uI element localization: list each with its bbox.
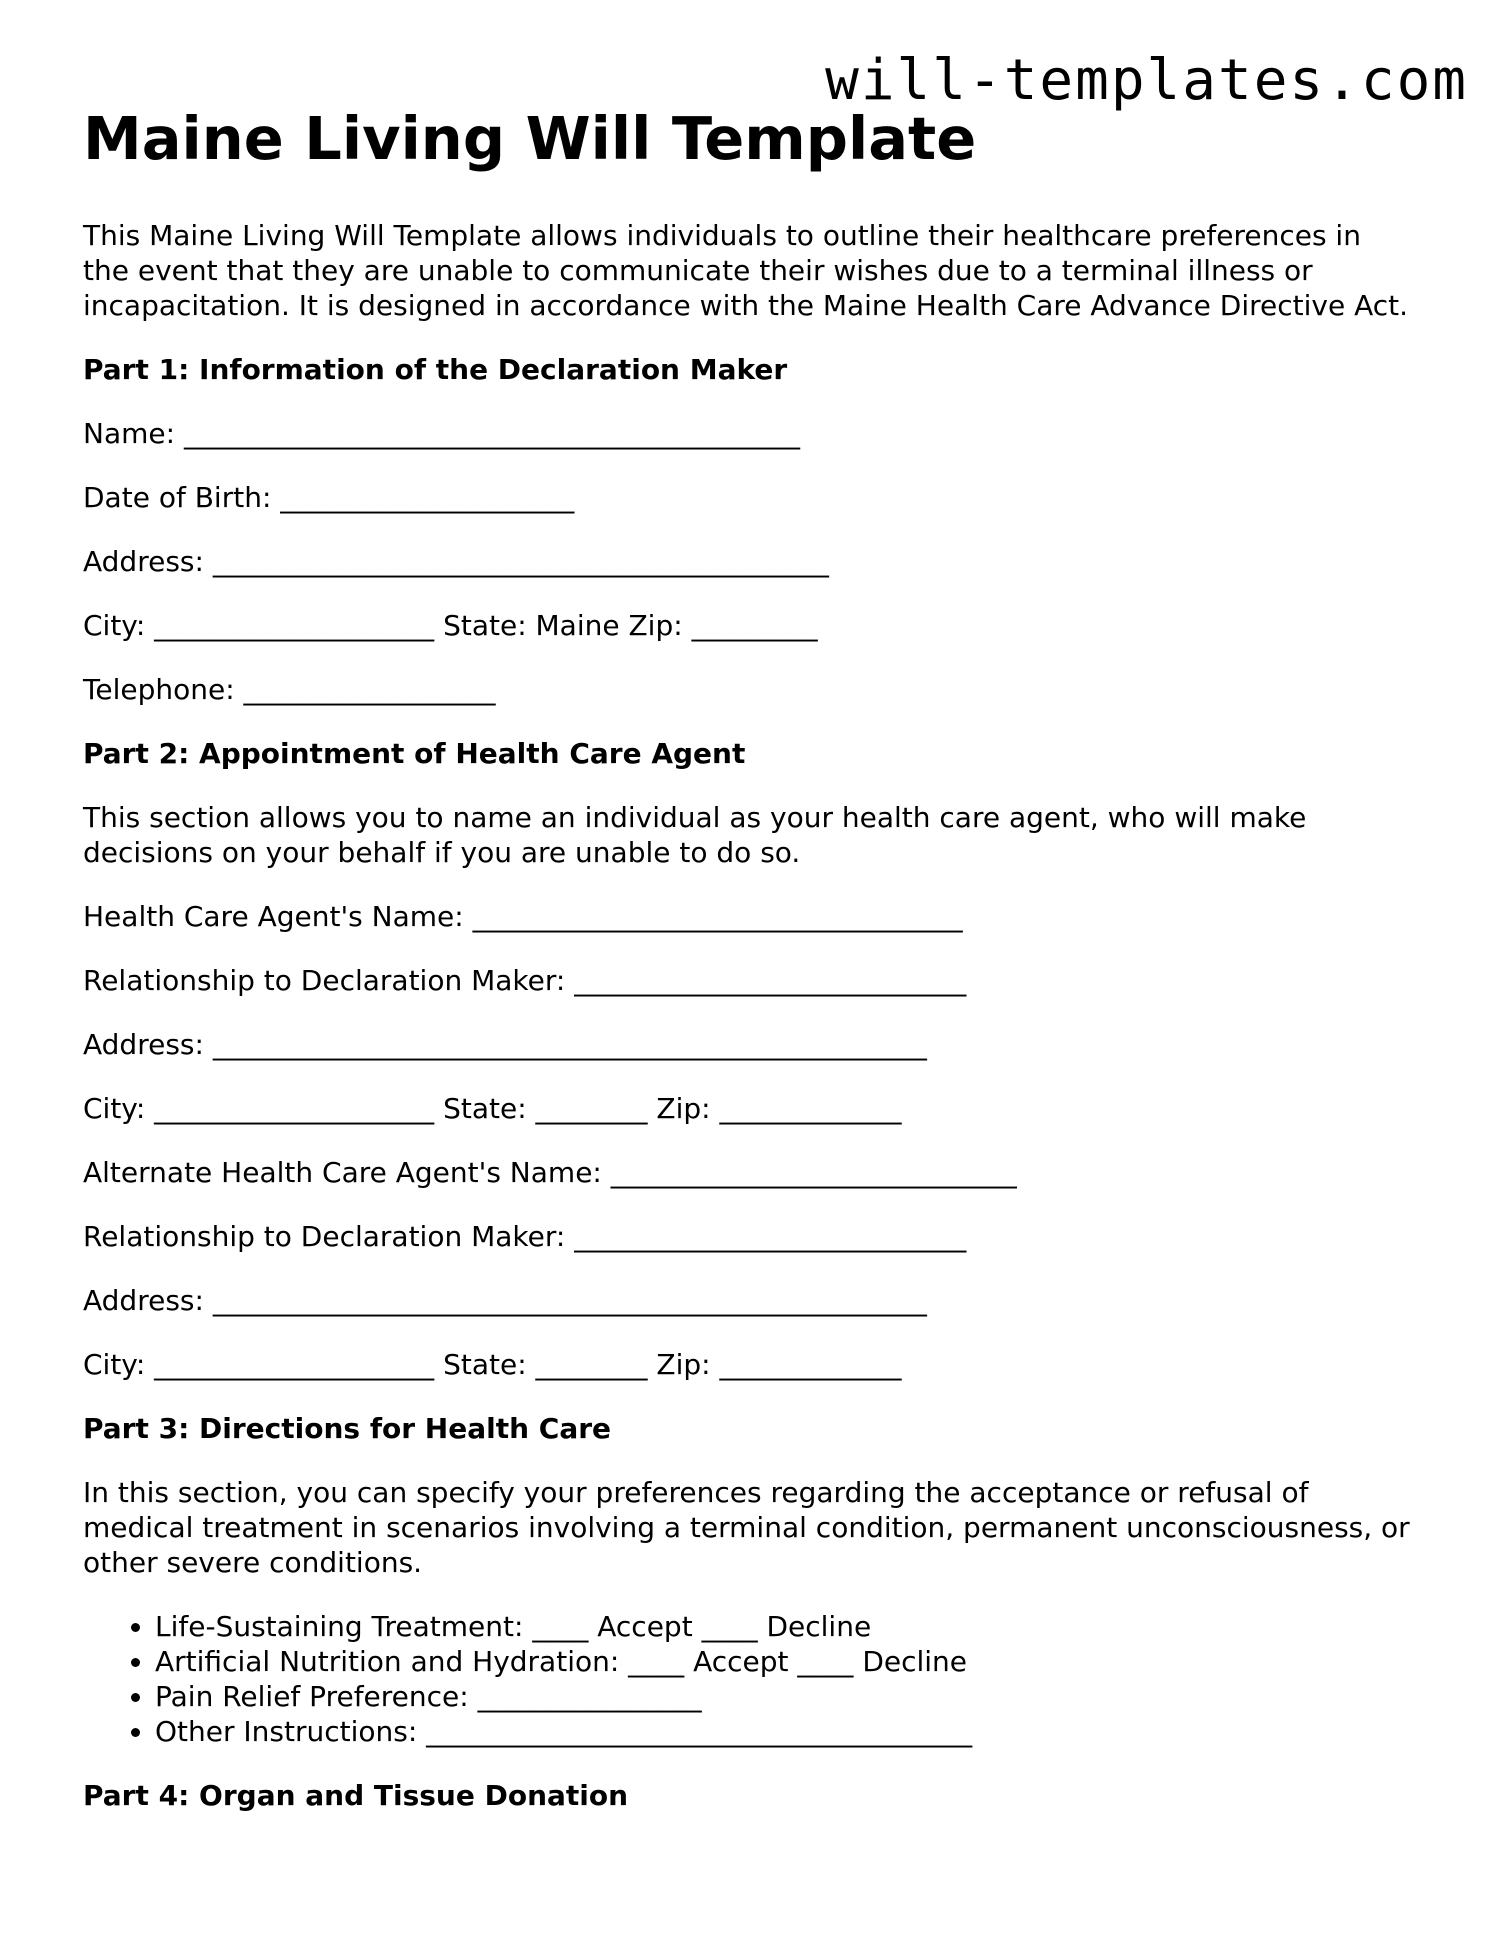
- page-title: Maine Living Will Template: [83, 104, 977, 173]
- health-care-directions-list: [83, 1609, 1423, 1749]
- alternate-agent-city-state-zip-field[interactable]: City: ____________________ State: ________ Zip: _____________: [83, 1348, 902, 1381]
- agent-name-field[interactable]: Health Care Agent's Name: ___________________________________: [83, 900, 963, 933]
- part2-heading: Part 2: Appointment of Health Care Agent: [83, 737, 746, 770]
- name-field[interactable]: Name: ____________________________________________: [83, 417, 800, 450]
- agent-address-field[interactable]: Address: ___________________________________________________: [83, 1028, 927, 1061]
- agent-relationship-field[interactable]: Relationship to Declaration Maker: ____________________________: [83, 964, 967, 997]
- list-item-pain-relief[interactable]: • Pain Relief Preference: ________________: [155, 1679, 1423, 1714]
- intro-paragraph: This Maine Living Will Template allows individuals to outline their healthcare preferences in the event that they are unable to communicate their wishes due to a terminal illness or incapacitation. It is designed in accordance with the Maine Health Care Advance Directive Act.: [83, 219, 1409, 322]
- city-state-zip-field[interactable]: City: ____________________ State: Maine Zip: _________: [83, 609, 818, 642]
- part4-heading: Part 4: Organ and Tissue Donation: [83, 1779, 629, 1812]
- part3-heading: Part 3: Directions for Health Care: [83, 1412, 612, 1445]
- part1-heading: Part 1: Information of the Declaration Maker: [83, 353, 788, 386]
- part3-section: [83, 1411, 1423, 1749]
- part2-section: [83, 736, 1423, 1382]
- list-item-other-instructions[interactable]: • Other Instructions: _______________________________________: [155, 1714, 1423, 1749]
- date-of-birth-field[interactable]: Date of Birth: _____________________: [83, 481, 575, 514]
- part1-section: [83, 352, 1423, 707]
- alternate-agent-relationship-field[interactable]: Relationship to Declaration Maker: ____________________________: [83, 1220, 967, 1253]
- document-page: [83, 104, 1423, 1842]
- list-item-artificial-nutrition[interactable]: • Artificial Nutrition and Hydration: ____ Accept ____ Decline: [155, 1644, 1423, 1679]
- list-item-life-sustaining-treatment[interactable]: • Life-Sustaining Treatment: ____ Accept ____ Decline: [155, 1609, 1423, 1644]
- site-watermark: will-templates.com: [825, 48, 1468, 113]
- part2-description: This section allows you to name an individual as your health care agent, who will make decisions on your behalf if you are unable to do so.: [83, 801, 1307, 869]
- alternate-agent-name-field[interactable]: Alternate Health Care Agent's Name: _____________________________: [83, 1156, 1017, 1189]
- part3-description: In this section, you can specify your preferences regarding the acceptance or refusal of medical treatment in scenarios involving a terminal condition, permanent unconsciousness, or other severe conditions.: [83, 1476, 1410, 1579]
- agent-city-state-zip-field[interactable]: City: ____________________ State: ________ Zip: _____________: [83, 1092, 902, 1125]
- telephone-field[interactable]: Telephone: __________________: [83, 673, 496, 706]
- part4-section: [83, 1778, 1423, 1813]
- address-field[interactable]: Address: ____________________________________________: [83, 545, 829, 578]
- alternate-agent-address-field[interactable]: Address: ___________________________________________________: [83, 1284, 927, 1317]
